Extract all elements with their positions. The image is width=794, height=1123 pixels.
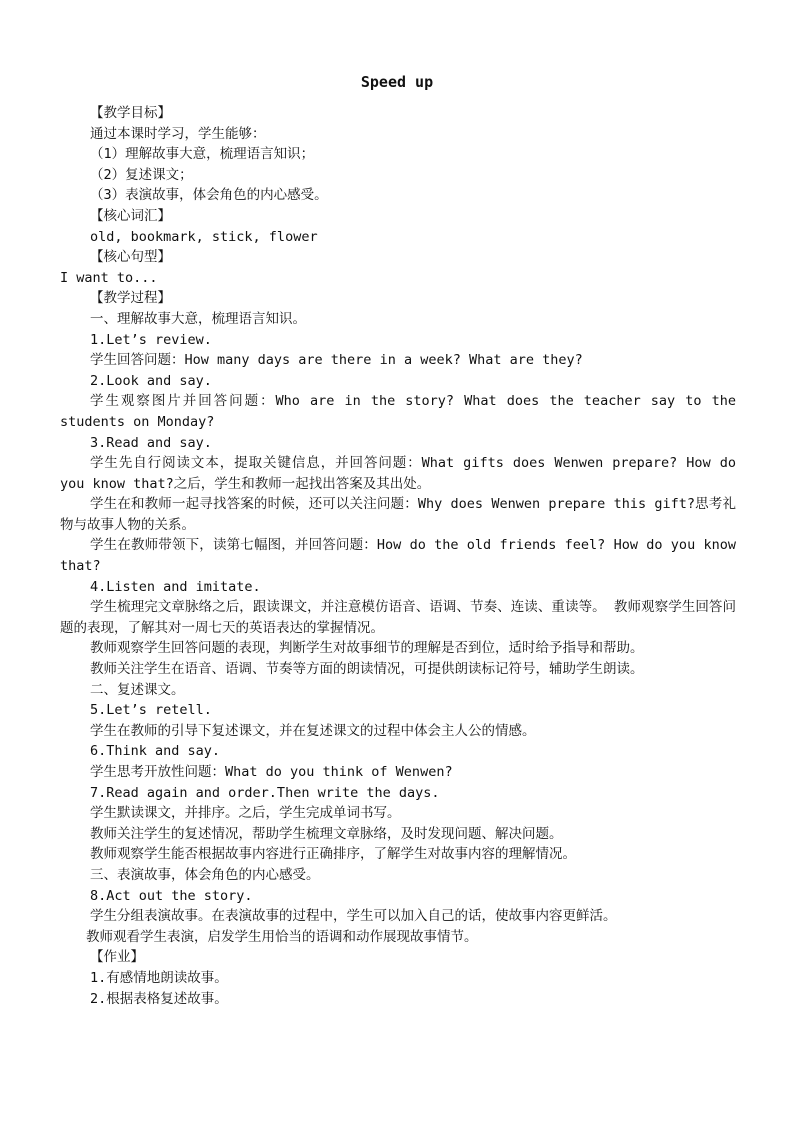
- step-4-title: 4.Listen and imitate.: [90, 578, 261, 595]
- objective-item: （2）复述课文；: [90, 166, 193, 183]
- step-8-text-2: 教师观看学生表演，启发学生用恰当的语调和动作展现故事情节。: [86, 928, 478, 945]
- step-6-title: 6.Think and say.: [90, 743, 221, 760]
- step-8-text-1: 学生分组表演故事。在表演故事的过程中，学生可以加入自己的话，使故事内容更鲜活。: [90, 908, 617, 925]
- vocabulary-heading: 【核心词汇】: [90, 207, 171, 224]
- process-part-1: 一、理解故事大意，梳理语言知识。: [90, 310, 306, 327]
- objective-item: （3）表演故事，体会角色的内心感受。: [90, 187, 328, 204]
- step-3-text-2: 学生在和教师一起寻找答案的时候，还可以关注问题：Why does Wenwen prepare this gift?思考礼物与故事人物的关系。: [60, 496, 736, 533]
- objective-item: （1）理解故事大意，梳理语言知识；: [90, 146, 315, 163]
- step-3-text-3: 学生在教师带领下，读第七幅图，并回答问题：How do the old friends feel? How do you know that?: [60, 537, 736, 575]
- step-4-text-2: 教师观察学生回答问题的表现，判断学生对故事细节的理解是否到位，适时给予指导和帮助。: [90, 640, 644, 657]
- step-6-text: 学生思考开放性问题：What do you think of Wenwen?: [90, 764, 453, 780]
- step-1-text: 学生回答问题：How many days are there in a week? What are they?: [90, 352, 583, 369]
- process-heading: 【教学过程】: [90, 290, 171, 307]
- vocabulary-words: old, bookmark, stick, flower: [90, 228, 318, 245]
- step-2-text: 学生观察图片并回答问题：Who are in the story? What does the teacher say to the students on Monday?: [60, 393, 736, 430]
- step-5-title: 5.Let’s retell.: [90, 702, 212, 719]
- homework-heading: 【作业】: [90, 949, 144, 966]
- objectives-intro: 通过本课时学习，学生能够：: [90, 125, 266, 142]
- process-part-3: 三、表演故事，体会角色的内心感受。: [90, 866, 320, 883]
- sentence-heading: 【核心句型】: [90, 249, 171, 266]
- document-title: Speed up: [360, 73, 434, 91]
- homework-item: 1.有感情地朗读故事。: [90, 969, 228, 986]
- step-4-text-1: 学生梳理完文章脉络之后，跟读课文，并注意模仿语音、语调、节奏、连读、重读等。 教师观察学生回答问题的表现，了解其对一周七天的英语表达的掌握情况。: [60, 599, 736, 636]
- step-8-title: 8.Act out the story.: [90, 887, 253, 904]
- homework-item: 2.根据表格复述故事。: [90, 990, 228, 1007]
- process-part-2: 二、复述课文。: [90, 681, 185, 698]
- step-7-text-2: 教师关注学生的复述情况，帮助学生梳理文章脉络，及时发现问题、解决问题。: [90, 825, 563, 842]
- step-7-title: 7.Read again and order.Then write the days.: [90, 784, 440, 801]
- step-3-text-1: 学生先自行阅读文本，提取关键信息，并回答问题：What gifts does Wenwen prepare? How do you know that?之后，学生和教师一起找出答案及其出处。: [60, 455, 736, 492]
- sentence-pattern: I want to...: [60, 269, 158, 286]
- objectives-heading: 【教学目标】: [90, 105, 171, 121]
- step-7-text-3: 教师观察学生能否根据故事内容进行正确排序，了解学生对故事内容的理解情况。: [90, 846, 576, 863]
- document-body: [60, 103, 736, 1009]
- step-7-text-1: 学生默读课文，并排序。之后，学生完成单词书写。: [90, 805, 401, 822]
- step-4-text-3: 教师关注学生在语音、语调、节奏等方面的朗读情况，可提供朗读标记符号，辅助学生朗读。: [90, 661, 644, 678]
- step-3-title: 3.Read and say.: [90, 434, 212, 451]
- step-5-text: 学生在教师的引导下复述课文，并在复述课文的过程中体会主人公的情感。: [90, 722, 536, 739]
- step-1-title: 1.Let’s review.: [90, 331, 212, 348]
- step-2-title: 2.Look and say.: [90, 372, 212, 389]
